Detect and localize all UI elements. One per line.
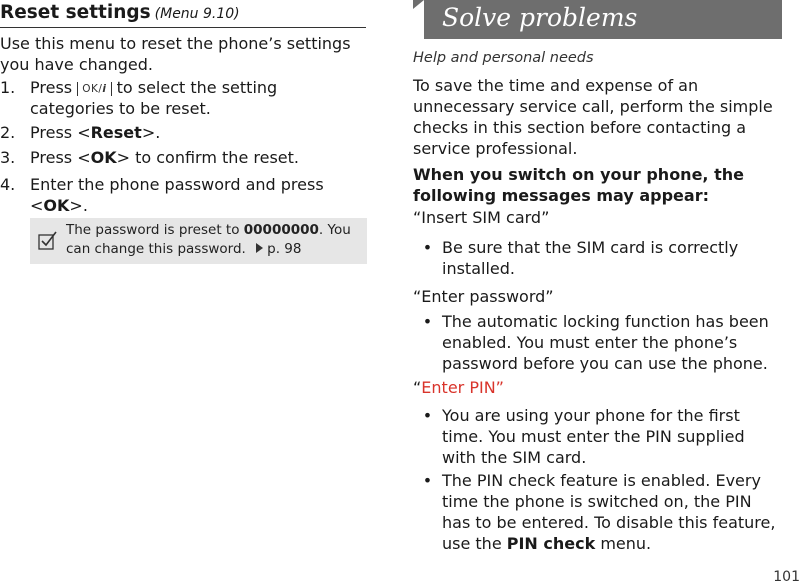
list-item: • You are using your phone for the first time. You must enter the PIN supplied with the SIM card. bbox=[422, 406, 745, 467]
list-item: • The automatic locking function has been enabled. You must enter the phone’s password before you can use the phone. bbox=[422, 312, 769, 373]
menu-reference: (Menu 9.10) bbox=[154, 6, 240, 22]
chapter-banner bbox=[413, 0, 782, 39]
message-label: “Insert SIM card” bbox=[413, 208, 550, 227]
page-number: 101 bbox=[773, 569, 800, 585]
note-text: The password is preset to 00000000. You can change this password. p. 98 bbox=[66, 222, 351, 257]
chapter-title: Solve problems bbox=[442, 3, 638, 32]
message-label: “Enter password” bbox=[413, 287, 554, 306]
list-item: • The PIN check feature is enabled. Every time the phone is switched on, the PIN has to be entered. To disable this feature, use the PIN check menu. bbox=[422, 471, 776, 553]
list-item: • Be sure that the SIM card is correctly installed. bbox=[422, 238, 739, 278]
step-item: 4. Enter the phone password and press <OK>. bbox=[0, 175, 324, 215]
intro-text: Use this menu to reset the phone’s settings you have changed. bbox=[0, 34, 351, 74]
banner-stripe-icon bbox=[413, 0, 439, 39]
page-reference-link[interactable]: p. 98 bbox=[267, 240, 302, 257]
section-title: Reset settings (Menu 9.10) bbox=[0, 2, 240, 23]
intro-paragraph: To save the time and expense of an unnecessary service call, perform the simple checks in this section before contacting a service professional. bbox=[413, 76, 773, 158]
ok-info-key-icon: OK/i bbox=[77, 82, 111, 96]
checkmark-note-icon bbox=[38, 230, 58, 250]
step-item: 1. Press OK/i to select the setting categories to be reset. bbox=[0, 78, 278, 118]
message-label: “Enter PIN” bbox=[413, 378, 504, 397]
page-pointer-icon bbox=[256, 243, 263, 253]
title-divider bbox=[0, 27, 366, 28]
messages-heading: When you switch on your phone, the following messages may appear: bbox=[413, 165, 744, 205]
chapter-subtitle: Help and personal needs bbox=[413, 50, 594, 66]
step-item: 3. Press <OK> to confirm the reset. bbox=[0, 148, 299, 167]
step-item: 2. Press <Reset>. bbox=[0, 123, 161, 142]
note-box bbox=[30, 218, 367, 264]
